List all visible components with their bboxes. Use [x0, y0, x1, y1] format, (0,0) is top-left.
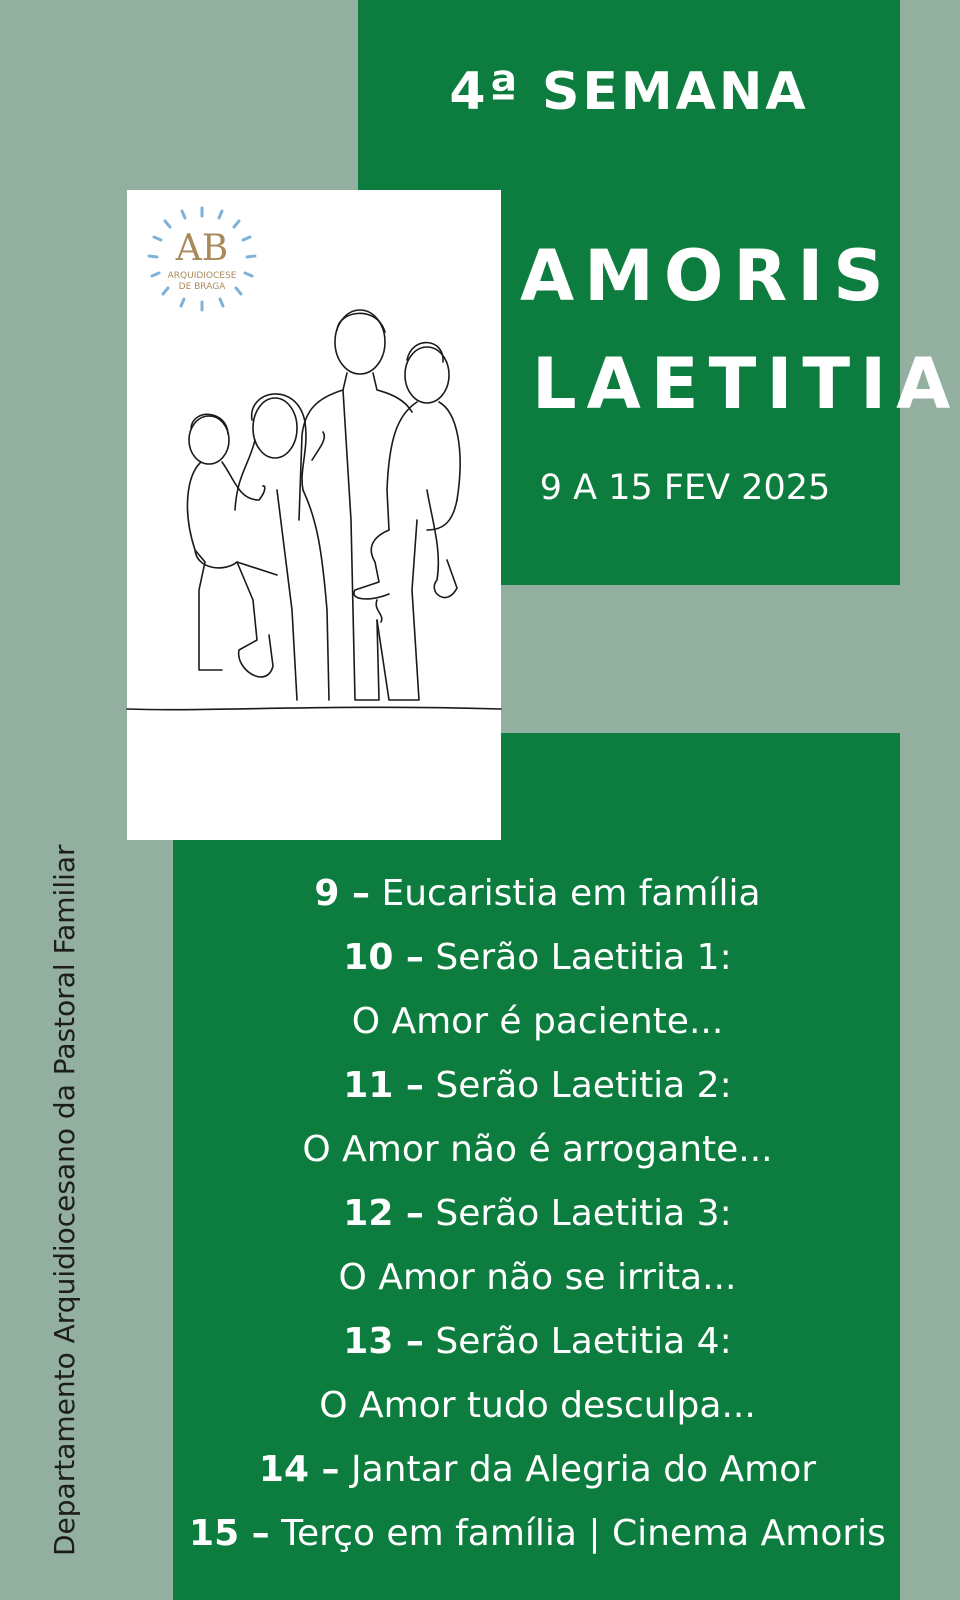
logo-text-line-1: ARQUIDIOCESE — [167, 271, 237, 281]
schedule-activity: O Amor é paciente... — [351, 1001, 724, 1042]
schedule-day-number: 9 – — [314, 873, 370, 914]
schedule-row — [180, 990, 895, 1054]
schedule-day-number: 13 – — [343, 1321, 424, 1362]
schedule-row — [180, 1246, 895, 1310]
illustration-card — [127, 190, 501, 840]
family-line-drawing-icon — [127, 190, 501, 840]
main-title — [520, 222, 960, 438]
schedule-row — [180, 1054, 895, 1118]
department-name: Departamento Arquidiocesano da Pastoral Familiar — [48, 844, 81, 1556]
schedule-row — [180, 1502, 895, 1566]
schedule-row — [180, 926, 895, 990]
schedule-activity: O Amor tudo desculpa... — [319, 1385, 756, 1426]
schedule-row — [180, 1438, 895, 1502]
schedule-activity: Serão Laetitia 2: — [423, 1065, 732, 1106]
schedule-activity: O Amor não se irrita... — [338, 1257, 737, 1298]
logo-text-line-2: DE BRAGA — [178, 282, 226, 292]
schedule-day-number: 12 – — [343, 1193, 424, 1234]
schedule-activity: Serão Laetitia 1: — [423, 937, 732, 978]
schedule-activity: Terço em família | Cinema Amoris — [269, 1513, 886, 1554]
schedule-row — [180, 1374, 895, 1438]
schedule-activity: Serão Laetitia 4: — [423, 1321, 732, 1362]
week-title: 4ª SEMANA — [449, 62, 809, 122]
schedule-row — [180, 1182, 895, 1246]
schedule-day-number: 15 – — [189, 1513, 270, 1554]
title-line-2: LAETITIA — [532, 343, 960, 425]
date-range: 9 A 15 FEV 2025 — [539, 468, 831, 508]
schedule-day-number: 14 – — [258, 1449, 340, 1490]
schedule-list — [180, 862, 895, 1566]
schedule-activity: Jantar da Alegria do Amor — [339, 1449, 817, 1490]
schedule-activity: Serão Laetitia 3: — [423, 1193, 732, 1234]
schedule-day-number: 10 – — [343, 937, 424, 978]
schedule-activity: O Amor não é arrogante... — [302, 1129, 773, 1170]
schedule-row — [180, 862, 895, 926]
logo-monogram: AB — [175, 228, 229, 269]
schedule-activity: Eucaristia em família — [370, 873, 761, 914]
schedule-row — [180, 1118, 895, 1182]
title-line-1: AMORIS — [520, 235, 894, 317]
schedule-day-number: 11 – — [343, 1065, 424, 1106]
schedule-row — [180, 1310, 895, 1374]
